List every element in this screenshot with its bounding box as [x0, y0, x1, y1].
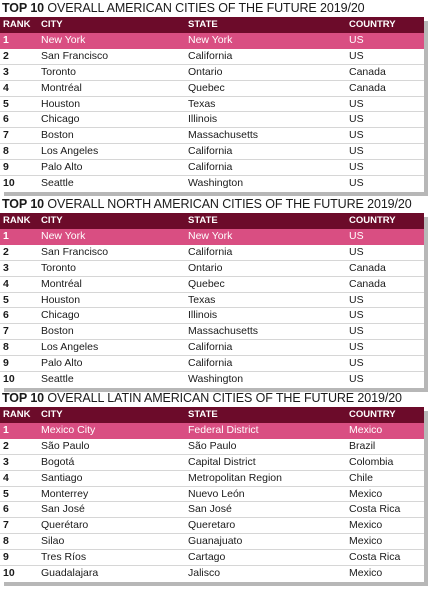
cell-state: California [188, 145, 233, 158]
cell-rank: 8 [3, 341, 9, 354]
table-row [0, 324, 424, 340]
cell-city: San Francisco [41, 245, 109, 258]
table-title: TOP 10 OVERALL LATIN AMERICAN CITIES OF THE FUTURE 2019/20 [2, 391, 402, 405]
table-row [0, 308, 424, 324]
cell-city: Palo Alto [41, 357, 83, 370]
table-row [0, 518, 424, 534]
cell-city: Toronto [41, 65, 77, 78]
cell-rank: 1 [3, 230, 9, 242]
ranking-table [0, 17, 424, 192]
cell-city: New York [41, 230, 86, 242]
cell-state: Massachusetts [188, 325, 259, 338]
cell-country: US [349, 177, 364, 190]
table-row [0, 128, 424, 144]
cell-state: Ontario [188, 65, 223, 78]
cell-city: Montréal [41, 277, 82, 290]
table-row [0, 439, 424, 455]
table-header-row [0, 213, 424, 229]
table-section-american [0, 0, 424, 192]
table-row [0, 176, 424, 192]
cell-country: Canada [349, 261, 386, 274]
cell-rank: 7 [3, 519, 9, 532]
cell-rank: 3 [3, 261, 9, 274]
table-row [0, 229, 424, 245]
cell-city: San José [41, 503, 85, 516]
cell-city: Querétaro [41, 519, 89, 532]
table-row [0, 65, 424, 81]
cell-rank: 9 [3, 551, 9, 564]
cell-rank: 8 [3, 145, 9, 158]
cell-country: US [349, 97, 364, 110]
cell-city: Silao [41, 535, 65, 548]
cell-rank: 7 [3, 129, 9, 142]
cell-rank: 2 [3, 245, 9, 258]
cell-country: Canada [349, 81, 386, 94]
cell-rank: 4 [3, 81, 9, 94]
cell-rank: 7 [3, 325, 9, 338]
table-row [0, 502, 424, 518]
column-header-state: STATE [188, 19, 218, 30]
table-row [0, 487, 424, 503]
column-header-state: STATE [188, 409, 218, 420]
table-row [0, 245, 424, 261]
cell-rank: 9 [3, 161, 9, 174]
cell-rank: 5 [3, 97, 9, 110]
cell-country: US [349, 129, 364, 142]
cell-city: Seattle [41, 177, 74, 190]
column-header-country: COUNTRY [349, 409, 396, 420]
table-row [0, 356, 424, 372]
column-header-city: CITY [41, 409, 63, 420]
cell-country: Mexico [349, 487, 383, 500]
cell-state: California [188, 49, 233, 62]
cell-state: Texas [188, 293, 216, 306]
cell-state: Massachusetts [188, 129, 259, 142]
cell-state: Federal District [188, 424, 259, 436]
cell-rank: 1 [3, 424, 9, 436]
cell-city: São Paulo [41, 439, 90, 452]
cell-country: Costa Rica [349, 503, 401, 516]
cell-city: Santiago [41, 471, 83, 484]
column-header-rank: RANK [3, 19, 31, 30]
cell-country: US [349, 34, 364, 46]
cell-state: California [188, 341, 233, 354]
cell-rank: 3 [3, 455, 9, 468]
cell-country: Colombia [349, 455, 394, 468]
cell-city: New York [41, 34, 86, 46]
cell-country: Mexico [349, 567, 383, 580]
table-section-north-american [0, 196, 424, 388]
cell-country: US [349, 373, 364, 386]
cell-country: US [349, 145, 364, 158]
table-row [0, 112, 424, 128]
cell-country: US [349, 49, 364, 62]
table-row [0, 566, 424, 582]
cell-city: Boston [41, 129, 74, 142]
cell-rank: 2 [3, 49, 9, 62]
cell-city: Mexico City [41, 424, 96, 436]
cell-state: Guanajuato [188, 535, 243, 548]
cell-state: São Paulo [188, 439, 237, 452]
cell-city: Montréal [41, 81, 82, 94]
cell-country: US [349, 161, 364, 174]
cell-state: Jalisco [188, 567, 221, 580]
column-header-city: CITY [41, 19, 63, 30]
cell-country: US [349, 293, 364, 306]
cell-city: San Francisco [41, 49, 109, 62]
cell-city: Tres Ríos [41, 551, 87, 564]
ranking-table [0, 213, 424, 388]
cell-rank: 5 [3, 487, 9, 500]
cell-rank: 6 [3, 503, 9, 516]
cell-state: Cartago [188, 551, 226, 564]
cell-city: Houston [41, 97, 81, 110]
cell-country: Mexico [349, 535, 383, 548]
cell-state: Quebec [188, 277, 225, 290]
cell-state: Nuevo León [188, 487, 245, 500]
cell-city: Houston [41, 293, 81, 306]
cell-state: Washington [188, 177, 244, 190]
column-header-country: COUNTRY [349, 19, 396, 30]
cell-city: Monterrey [41, 487, 89, 500]
cell-rank: 3 [3, 65, 9, 78]
table-row [0, 261, 424, 277]
cell-state: San José [188, 503, 232, 516]
cell-country: Mexico [349, 424, 383, 436]
cell-rank: 4 [3, 277, 9, 290]
table-row [0, 471, 424, 487]
table-row [0, 160, 424, 176]
table-row [0, 550, 424, 566]
table-row [0, 455, 424, 471]
cell-rank: 1 [3, 34, 9, 46]
cell-country: US [349, 309, 364, 322]
cell-state: New York [188, 34, 233, 46]
cell-city: Palo Alto [41, 161, 83, 174]
column-header-rank: RANK [3, 215, 31, 226]
cell-state: Washington [188, 373, 244, 386]
table-title: TOP 10 OVERALL AMERICAN CITIES OF THE FUTURE 2019/20 [2, 1, 365, 15]
cell-city: Bogotá [41, 455, 75, 468]
table-row [0, 340, 424, 356]
cell-rank: 6 [3, 113, 9, 126]
cell-rank: 8 [3, 535, 9, 548]
table-title: TOP 10 OVERALL NORTH AMERICAN CITIES OF THE FUTURE 2019/20 [2, 197, 412, 211]
table-section-latin-american [0, 390, 424, 582]
cell-city: Guadalajara [41, 567, 99, 580]
cell-state: California [188, 245, 233, 258]
cell-country: US [349, 113, 364, 126]
column-header-state: STATE [188, 215, 218, 226]
table-row [0, 277, 424, 293]
column-header-country: COUNTRY [349, 215, 396, 226]
cell-rank: 5 [3, 293, 9, 306]
cell-rank: 4 [3, 471, 9, 484]
cell-country: Brazil [349, 439, 376, 452]
cell-city: Los Angeles [41, 341, 99, 354]
table-row [0, 534, 424, 550]
cell-state: Ontario [188, 261, 223, 274]
cell-state: Queretaro [188, 519, 236, 532]
cell-state: California [188, 161, 233, 174]
cell-state: Metropolitan Region [188, 471, 282, 484]
cell-rank: 10 [3, 177, 15, 190]
cell-country: Costa Rica [349, 551, 401, 564]
column-header-city: CITY [41, 215, 63, 226]
cell-country: US [349, 245, 364, 258]
cell-rank: 2 [3, 439, 9, 452]
table-header-row [0, 17, 424, 33]
column-header-rank: RANK [3, 409, 31, 420]
cell-country: US [349, 341, 364, 354]
cell-state: Illinois [188, 309, 218, 322]
cell-city: Seattle [41, 373, 74, 386]
table-row [0, 372, 424, 388]
cell-country: Canada [349, 65, 386, 78]
cell-state: Texas [188, 97, 216, 110]
cell-rank: 10 [3, 567, 15, 580]
table-row [0, 49, 424, 65]
table-row [0, 423, 424, 439]
table-row [0, 293, 424, 309]
table-header-row [0, 407, 424, 423]
table-row [0, 81, 424, 97]
cell-state: California [188, 357, 233, 370]
cell-state: New York [188, 230, 233, 242]
cell-state: Capital District [188, 455, 256, 468]
cell-rank: 10 [3, 373, 15, 386]
cell-city: Boston [41, 325, 74, 338]
cell-city: Los Angeles [41, 145, 99, 158]
cell-rank: 9 [3, 357, 9, 370]
cell-country: US [349, 230, 364, 242]
cell-state: Quebec [188, 81, 225, 94]
cell-city: Toronto [41, 261, 77, 274]
cell-country: US [349, 325, 364, 338]
cell-state: Illinois [188, 113, 218, 126]
cell-country: Mexico [349, 519, 383, 532]
ranking-table [0, 407, 424, 582]
cell-country: Chile [349, 471, 373, 484]
cell-country: Canada [349, 277, 386, 290]
table-row [0, 97, 424, 113]
cell-city: Chicago [41, 309, 80, 322]
table-row [0, 144, 424, 160]
cell-country: US [349, 357, 364, 370]
table-row [0, 33, 424, 49]
cell-city: Chicago [41, 113, 80, 126]
cell-rank: 6 [3, 309, 9, 322]
